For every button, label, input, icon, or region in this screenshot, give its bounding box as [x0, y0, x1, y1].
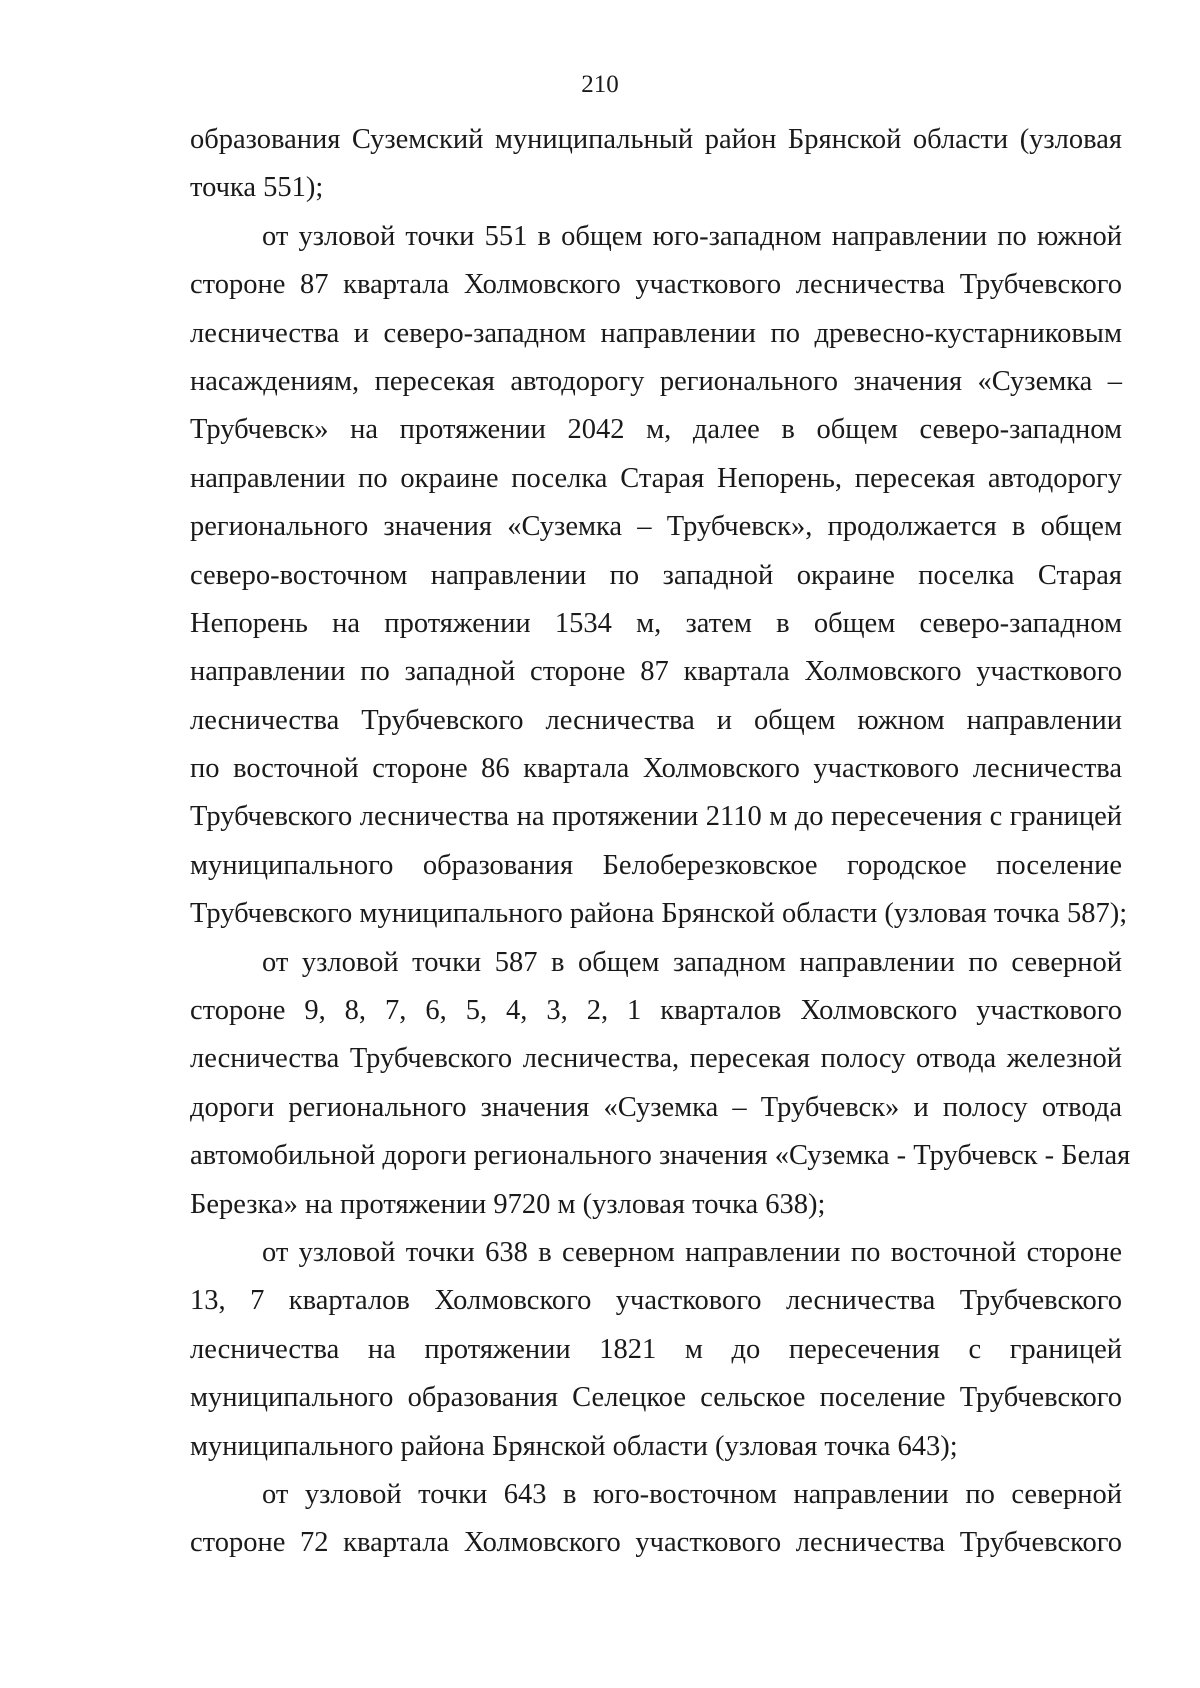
text-line: направлении по окраине поселка Старая Непорень, пересекая автодорогу	[190, 462, 1122, 494]
text-line: муниципального образования Селецкое сельское поселение Трубчевского	[190, 1382, 1122, 1414]
text-line: Трубчевского муниципального района Брянской области (узловая точка 587);	[190, 898, 1128, 930]
text-line: направлении по западной стороне 87 квартала Холмовского участкового	[190, 656, 1122, 688]
text-line: от узловой точки 587 в общем западном направлении по северной	[262, 946, 1122, 978]
paragraph	[190, 213, 1128, 939]
paragraph	[190, 939, 1131, 1229]
text-line: от узловой точки 551 в общем юго-западном направлении по южной	[262, 220, 1122, 252]
page-number: 210	[581, 71, 619, 98]
text-line: образования Суземский муниципальный район Брянской области (узловая	[190, 124, 1122, 155]
body-text	[190, 116, 1131, 1568]
text-line: стороне 72 квартала Холмовского участкового лесничества Трубчевского	[190, 1527, 1122, 1559]
text-line: 13, 7 кварталов Холмовского участкового лесничества Трубчевского	[190, 1285, 1122, 1317]
text-line: лесничества Трубчевского лесничества, пересекая полосу отвода железной	[190, 1043, 1122, 1075]
text-line: по восточной стороне 86 квартала Холмовского участкового лесничества	[190, 753, 1122, 785]
text-line: стороне 9, 8, 7, 6, 5, 4, 3, 2, 1 кварталов Холмовского участкового	[190, 995, 1122, 1027]
paragraph	[190, 1471, 1122, 1568]
text-line: Трубчевск» на протяжении 2042 м, далее в общем северо-западном	[190, 414, 1122, 446]
text-line: стороне 87 квартала Холмовского участкового лесничества Трубчевского	[190, 269, 1122, 301]
text-line: автомобильной дороги регионального значения «Суземка - Трубчевск - Белая	[190, 1140, 1131, 1172]
text-line: насаждениям, пересекая автодорогу регионального значения «Суземка –	[190, 365, 1122, 397]
text-line: точка 551);	[190, 172, 324, 204]
text-line: Трубчевского лесничества на протяжении 2110 м до пересечения с границей	[190, 801, 1122, 833]
text-line: от узловой точки 643 в юго-восточном направлении по северной	[262, 1478, 1122, 1510]
text-line: муниципального района Брянской области (узловая точка 643);	[190, 1430, 958, 1462]
text-line: Непорень на протяжении 1534 м, затем в общем северо-западном	[190, 607, 1122, 639]
text-line: лесничества на протяжении 1821 м до пересечения с границей	[190, 1333, 1122, 1365]
text-line: Березка» на протяжении 9720 м (узловая точка 638);	[190, 1188, 826, 1220]
text-line: дороги регионального значения «Суземка – Трубчевск» и полосу отвода	[190, 1091, 1122, 1123]
text-line: от узловой точки 638 в северном направлении по восточной стороне	[262, 1236, 1122, 1268]
paragraph	[190, 116, 1122, 213]
text-line: лесничества и северо-западном направлении по древесно-кустарниковым	[190, 317, 1122, 349]
paragraph	[190, 1229, 1122, 1471]
text-line: лесничества Трубчевского лесничества и общем южном направлении	[190, 704, 1122, 736]
text-line: муниципального образования Белоберезковское городское поселение	[190, 849, 1122, 881]
text-line: регионального значения «Суземка – Трубчевск», продолжается в общем	[190, 511, 1122, 543]
text-line: северо-восточном направлении по западной окраине поселка Старая	[190, 559, 1122, 591]
